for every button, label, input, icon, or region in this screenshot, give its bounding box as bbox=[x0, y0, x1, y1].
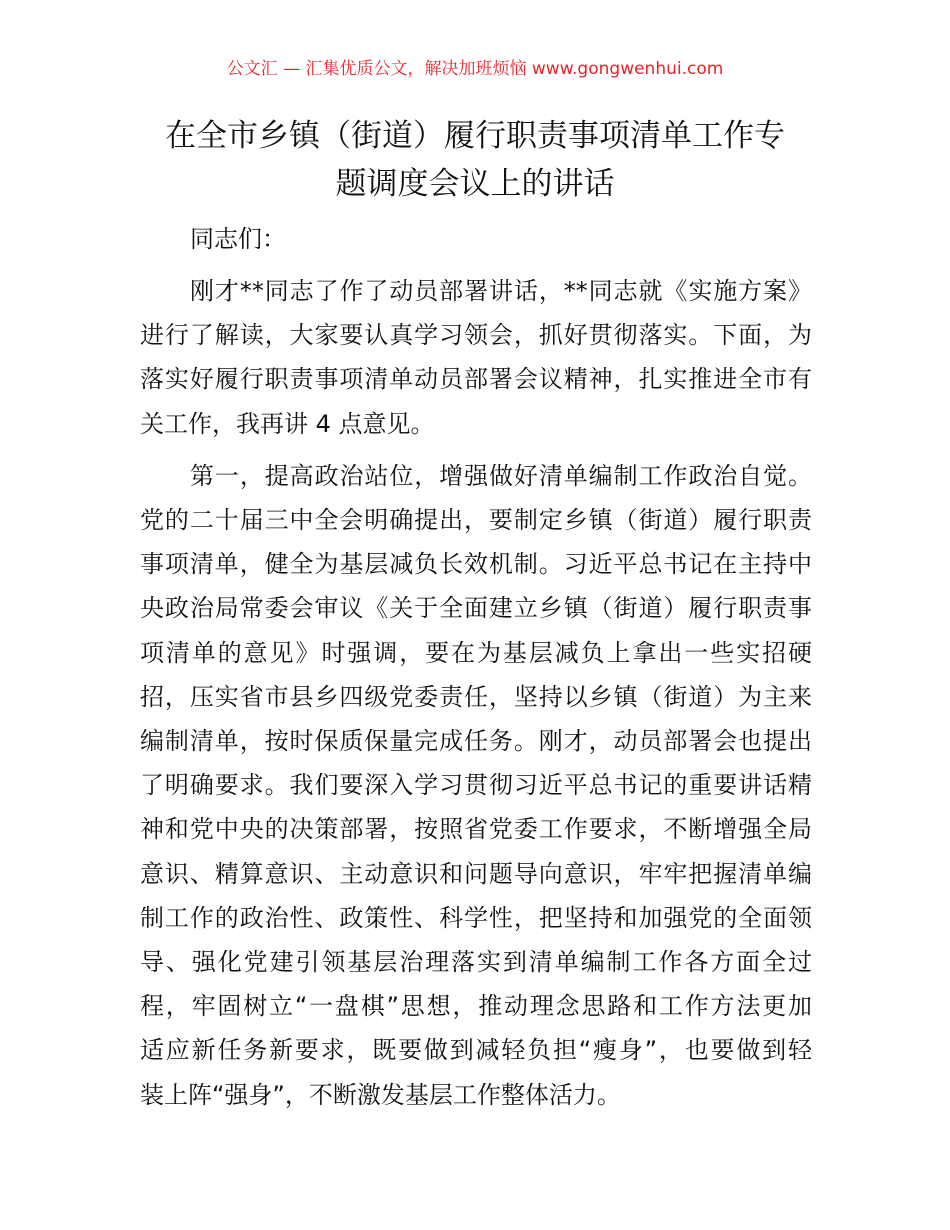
paragraph-line: 第一，提高政治站位，增强做好清单编制工作政治自觉。 bbox=[190, 461, 812, 490]
paragraph-line: 了明确要求。我们要深入学习贯彻习近平总书记的重要讲话精 bbox=[140, 771, 812, 800]
salutation: 同志们： bbox=[190, 225, 286, 253]
paragraph-line: 关工作，我再讲 4 点意见。 bbox=[140, 409, 435, 438]
watermark-header: 公文汇 — 汇集优质公文，解决加班烦恼 www.gongwenhui.com bbox=[226, 59, 724, 79]
paragraph-line: 事项清单，健全为基层减负长效机制。习近平总书记在主持中 bbox=[140, 550, 812, 579]
paragraph-line: 招，压实省市县乡四级党委责任，坚持以乡镇（街道）为主来 bbox=[140, 682, 812, 711]
paragraph-line: 项清单的意见》时强调，要在为基层减负上拿出一些实招硬 bbox=[140, 638, 812, 667]
paragraph-line: 意识、精算意识、主动意识和问题导向意识，牢牢把握清单编 bbox=[140, 859, 812, 888]
paragraph-line: 进行了解读，大家要认真学习领会，抓好贯彻落实。下面，为 bbox=[140, 321, 812, 350]
paragraph-line: 神和党中央的决策部署，按照省党委工作要求，不断增强全局 bbox=[140, 815, 812, 844]
paragraph-line: 适应新任务新要求，既要做到减轻负担“瘦身”，也要做到轻 bbox=[140, 1036, 812, 1065]
paragraph-line: 程，牢固树立“一盘棋”思想，推动理念思路和工作方法更加 bbox=[140, 992, 812, 1021]
paragraph-line: 党的二十届三中全会明确提出，要制定乡镇（街道）履行职责 bbox=[140, 506, 812, 535]
paragraph-line: 制工作的政治性、政策性、科学性，把坚持和加强党的全面领 bbox=[140, 903, 812, 932]
document-title bbox=[120, 112, 830, 208]
paragraph-line: 刚才**同志了作了动员部署讲话，**同志就《实施方案》 bbox=[190, 277, 812, 305]
title-line-1: 在全市乡镇（街道）履行职责事项清单工作专 bbox=[165, 118, 785, 154]
paragraph-line: 落实好履行职责事项清单动员部署会议精神，扎实推进全市有 bbox=[140, 365, 812, 394]
paragraph-line: 编制清单，按时保质保量完成任务。刚才，动员部署会也提出 bbox=[140, 727, 812, 756]
paragraph-line: 装上阵“强身”，不断激发基层工作整体活力。 bbox=[140, 1080, 621, 1109]
paragraph-line: 央政治局常委会审议《关于全面建立乡镇（街道）履行职责事 bbox=[140, 594, 812, 623]
paragraph-point-one bbox=[140, 454, 812, 1117]
document-body bbox=[140, 219, 812, 1117]
paragraph-line: 导、强化党建引领基层治理落实到清单编制工作各方面全过 bbox=[140, 948, 812, 977]
title-line-2: 题调度会议上的讲话 bbox=[335, 166, 615, 202]
paragraph-intro bbox=[140, 269, 812, 446]
